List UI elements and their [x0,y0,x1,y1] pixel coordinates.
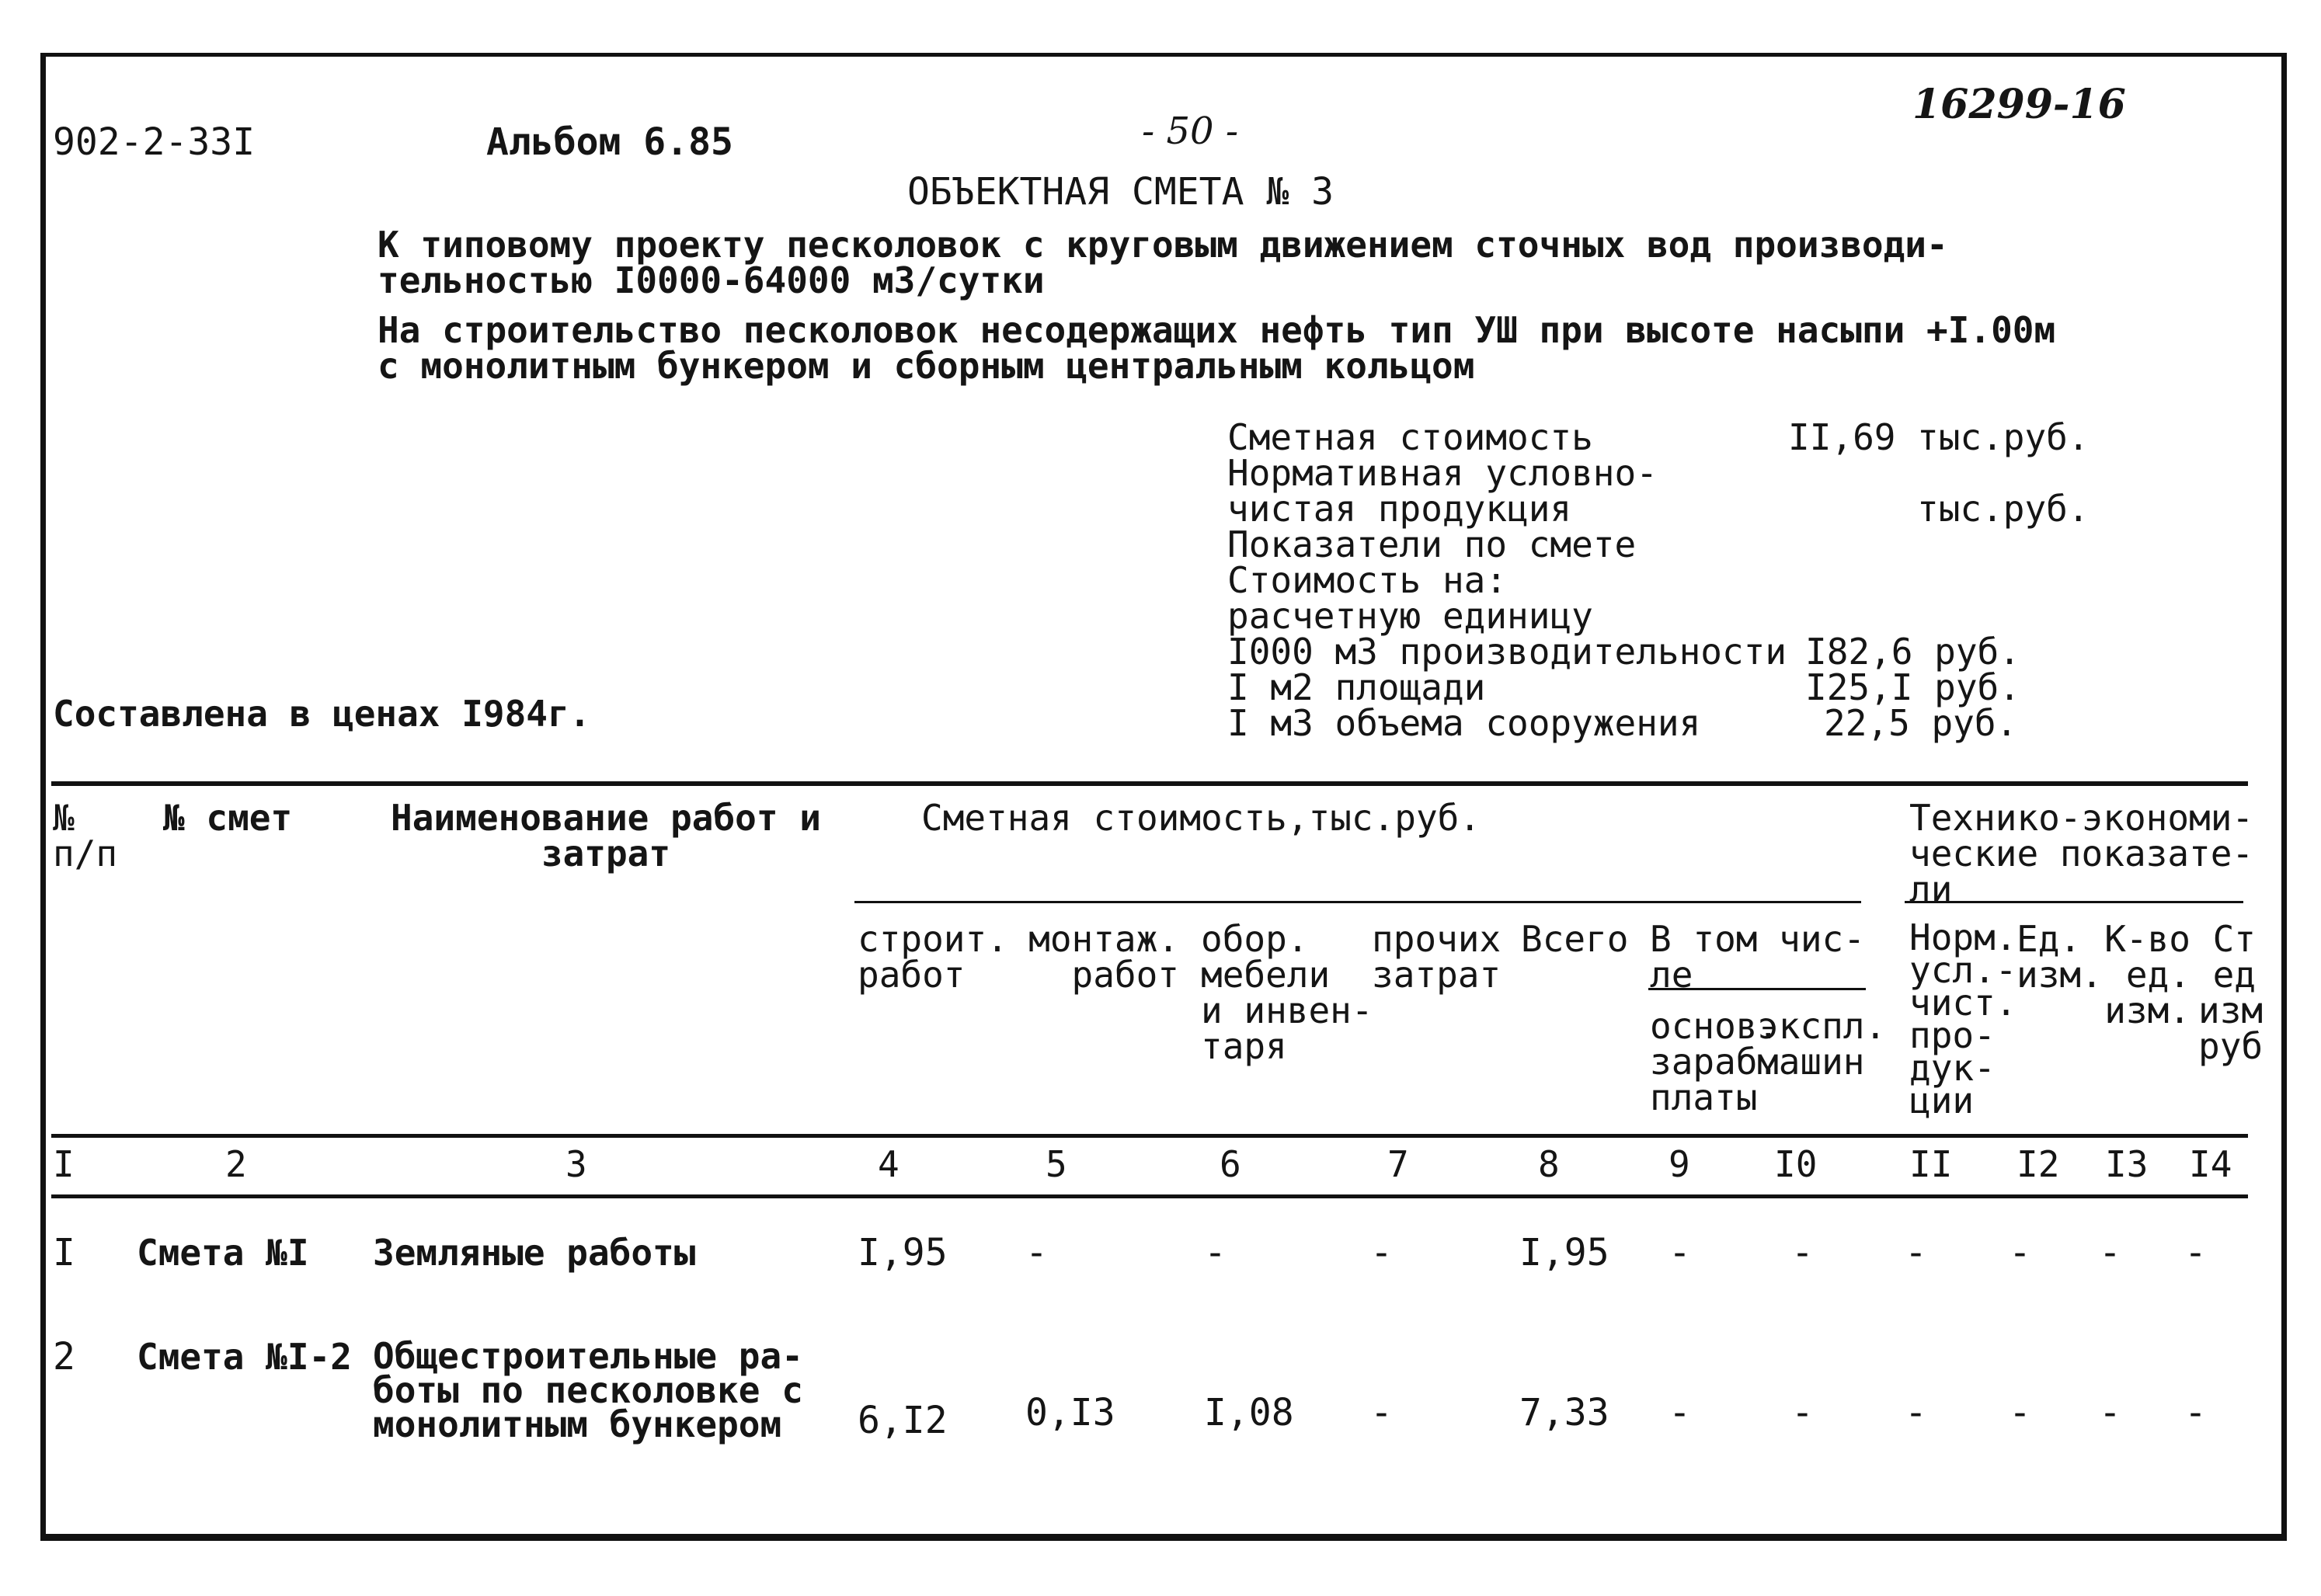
column-number: I2 [2017,1143,2060,1185]
row-construction: 6,I2 [858,1399,948,1442]
construction-line-2: с монолитным бункером и сборным центральным кольцом [378,345,1475,387]
row-unit-cost: - [2184,1391,2207,1434]
row-total: I,95 [1519,1231,1609,1274]
estimated-cost-value: II,69 [1788,416,1896,458]
col-header-equipment: обор. мебели и инвен- таря [1201,918,1373,1067]
col-header-estimate: № смет [163,797,293,839]
estimated-cost-unit: тыс.руб. [1917,416,2090,458]
row-other: - [1370,1391,1393,1434]
album-label: Альбом 6.85 [486,120,733,164]
row-estimate: Смета №I-2 [137,1336,352,1378]
row-equipment: - [1204,1231,1227,1274]
row-unit: - [2009,1231,2031,1274]
row-base-wages: - [1669,1391,1691,1434]
column-number: 5 [1046,1143,1067,1185]
col-header-tech-group: Технико-экономи- ческие показате- ли [1909,797,2254,910]
per-volume-value: 22,5 руб. [1824,702,2018,744]
cost-on-label: Стоимость на: [1227,559,1508,601]
column-number: 2 [225,1143,247,1185]
per-volume-label: I м3 объема сооружения [1227,702,1701,744]
cost-group-rule [854,901,1861,903]
column-number: II [1909,1143,1953,1185]
document-code: 902-2-33I [53,120,256,164]
col-header-including: В том чис- ле [1650,918,1865,996]
row-equipment: I,08 [1204,1391,1294,1434]
col-header-base-wages: основ. зараб. платы [1650,1005,1780,1118]
row-name: Общестроительные ра- боты по песколовке с монолитным бункером [373,1335,803,1445]
column-number: I4 [2189,1143,2232,1185]
col-header-construction: строит. работ [858,918,1008,996]
per-capacity-label: I000 м3 производительности [1227,631,1787,673]
row-quantity: - [2099,1391,2121,1434]
per-capacity-value: I82,6 руб. [1805,631,2020,673]
row-norm-product: - [1905,1231,1927,1274]
indicators-label: Показатели по смете [1227,523,1637,565]
col-header-total: Всего [1521,918,1629,960]
column-number: 7 [1387,1143,1409,1185]
col-header-unit-cost: Ст ед изм руб [2198,918,2264,1067]
col-header-norm-product: Норм. усл.- чист. про- дук- ции [1909,916,2017,1121]
row-installation: - [1025,1231,1048,1274]
header-bottom-rule [51,1134,2248,1138]
col-header-other: прочих затрат [1372,918,1502,996]
column-numbers-rule [51,1194,2248,1198]
page-number: - 50 - [1142,110,1239,153]
row-construction: I,95 [858,1231,948,1274]
per-area-value: I25,I руб. [1805,666,2020,708]
column-number: I [53,1143,75,1185]
prices-note: Составлена в ценах I984г. [53,693,591,735]
row-machinery: - [1791,1231,1814,1274]
col-header-installation: монтаж. работ [1028,918,1179,996]
row-norm-product: - [1905,1391,1927,1434]
col-header-machinery: экспл. машин [1757,1005,1887,1083]
row-num: 2 [53,1335,75,1379]
normative-label-1: Нормативная условно- [1227,452,1658,494]
normative-unit: тыс.руб. [1917,488,2090,530]
row-num: I [53,1231,75,1274]
row-other: - [1370,1231,1393,1274]
column-number: 6 [1220,1143,1241,1185]
col-header-unit: Ед. изм. [2017,918,2103,996]
table-top-rule [51,781,2248,786]
document-title: ОБЪЕКТНАЯ СМЕТА № 3 [907,170,1334,214]
col-header-name: Наименование работ и затрат [391,797,821,874]
subtitle-line-2: тельностью I0000-64000 м3/сутки [378,259,1045,301]
column-number: 9 [1669,1143,1690,1185]
per-unit-label: расчетную единицу [1227,595,1593,637]
row-unit: - [2009,1391,2031,1434]
column-number: 8 [1538,1143,1560,1185]
row-unit-cost: - [2184,1231,2207,1274]
col-header-cost-group: Сметная стоимость,тыс.руб. [921,797,1481,839]
per-area-label: I м2 площади [1227,666,1486,708]
row-name: Земляные работы [373,1232,696,1274]
col-header-num: № п/п [53,797,118,874]
row-total: 7,33 [1519,1391,1609,1434]
subtitle-line-1: К типовому проекту песколовок с круговым движением сточных вод производи- [378,224,1948,266]
col-header-quantity: К-во ед. изм. [2104,918,2191,1031]
archive-stamp: 16299-16 [1912,81,2126,128]
row-quantity: - [2099,1231,2121,1274]
column-number: 4 [878,1143,900,1185]
row-installation: 0,I3 [1025,1391,1115,1434]
row-estimate: Смета №I [137,1232,309,1274]
column-number: I0 [1774,1143,1818,1185]
column-number: 3 [565,1143,587,1185]
estimated-cost-label: Сметная стоимость [1227,416,1593,458]
row-machinery: - [1791,1391,1814,1434]
column-number: I3 [2105,1143,2149,1185]
normative-label-2: чистая продукция [1227,488,1572,530]
row-base-wages: - [1669,1231,1691,1274]
construction-line-1: На строительство песколовок несодержащих нефть тип УШ при высоте насыпи +I.00м [378,309,2056,351]
